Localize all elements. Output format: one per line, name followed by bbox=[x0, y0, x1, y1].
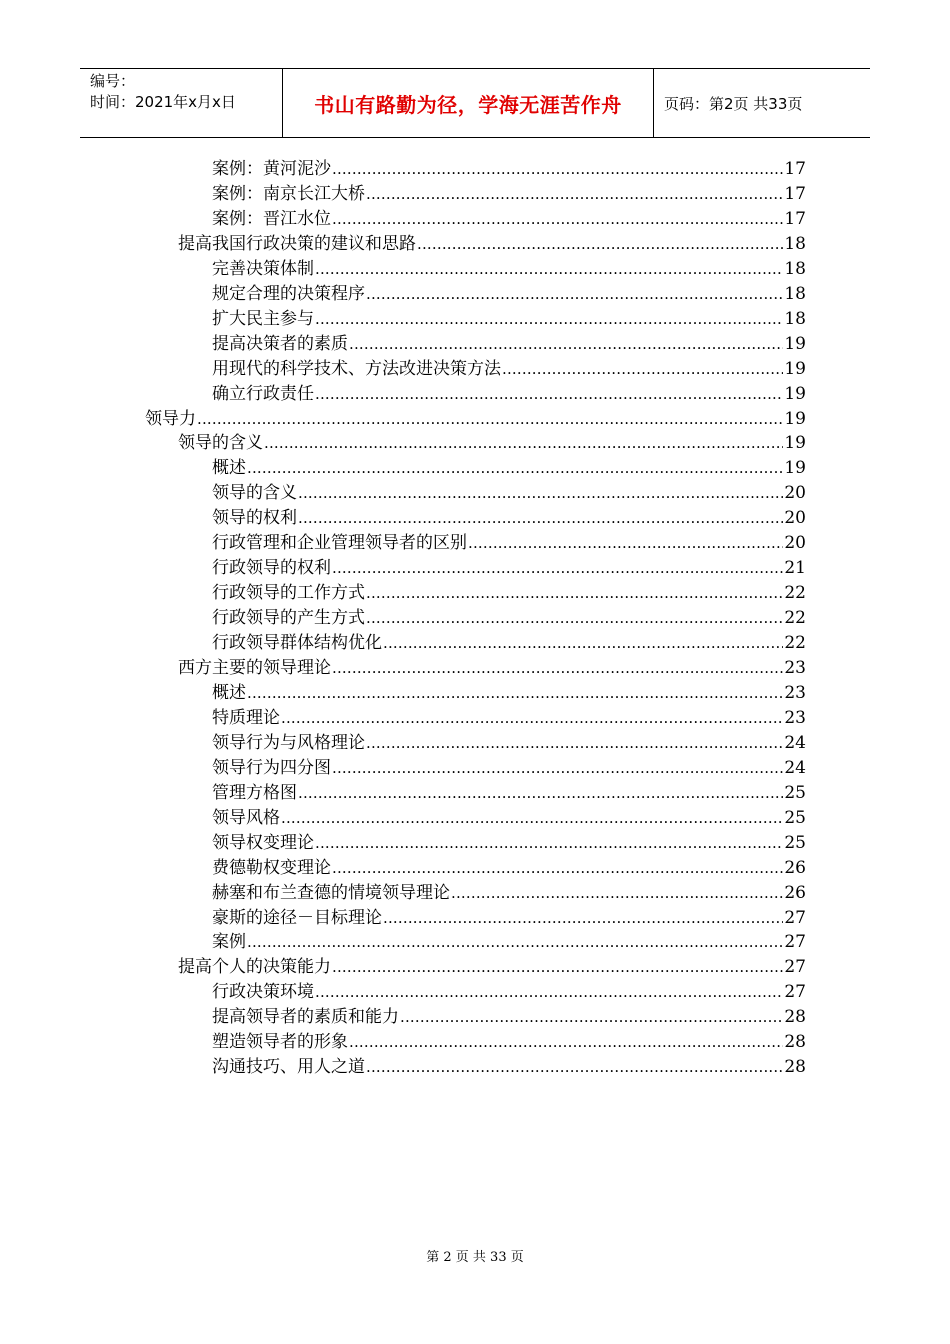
toc-dot-leader bbox=[332, 157, 783, 182]
toc-dot-leader bbox=[383, 906, 783, 931]
toc-entry-page: 18 bbox=[784, 233, 806, 254]
toc-dot-leader bbox=[468, 531, 783, 556]
toc-dot-leader bbox=[366, 182, 783, 207]
toc-dot-leader bbox=[315, 831, 783, 856]
toc-entry-title: 概述 bbox=[212, 458, 246, 479]
toc-entry-page: 26 bbox=[784, 857, 806, 878]
toc-entry-page: 28 bbox=[784, 1057, 806, 1078]
toc-dot-leader bbox=[366, 581, 783, 606]
toc-entry[interactable] bbox=[178, 656, 806, 681]
toc-entry-page: 27 bbox=[784, 932, 806, 953]
toc-entry[interactable] bbox=[212, 1030, 806, 1055]
toc-dot-leader bbox=[400, 1005, 783, 1030]
toc-entry-title: 概述 bbox=[212, 682, 246, 703]
toc-entry[interactable] bbox=[212, 1055, 806, 1080]
toc-entry-page: 20 bbox=[784, 533, 806, 554]
header-page-info-cell bbox=[654, 69, 870, 137]
footer-page-number: 第 2 页 共 33 页 bbox=[426, 1250, 524, 1265]
toc-entry-title: 领导行为与风格理论 bbox=[212, 732, 365, 753]
toc-entry-title: 赫塞和布兰查德的情境领导理论 bbox=[212, 882, 450, 903]
toc-entry-page: 17 bbox=[784, 208, 806, 229]
toc-entry-page: 25 bbox=[784, 807, 806, 828]
toc-entry-title: 完善决策体制 bbox=[212, 258, 314, 279]
toc-entry-title: 领导力 bbox=[145, 408, 196, 429]
toc-entry[interactable] bbox=[212, 157, 806, 182]
toc-entry-title: 案例：南京长江大桥 bbox=[212, 183, 365, 204]
toc-dot-leader bbox=[417, 232, 783, 257]
toc-dot-leader bbox=[298, 506, 783, 531]
toc-dot-leader bbox=[366, 606, 783, 631]
toc-entry-page: 22 bbox=[784, 583, 806, 604]
toc-dot-leader bbox=[315, 257, 783, 282]
toc-entry-title: 行政管理和企业管理领导者的区别 bbox=[212, 533, 467, 554]
toc-entry[interactable] bbox=[212, 906, 806, 931]
toc-entry-title: 费德勒权变理论 bbox=[212, 857, 331, 878]
toc-entry-title: 沟通技巧、用人之道 bbox=[212, 1057, 365, 1078]
toc-entry-title: 行政决策环境 bbox=[212, 982, 314, 1003]
toc-entry-title: 塑造领导者的形象 bbox=[212, 1032, 348, 1053]
toc-entry[interactable] bbox=[212, 681, 806, 706]
toc-entry-title: 领导的含义 bbox=[212, 483, 297, 504]
toc-dot-leader bbox=[315, 980, 783, 1005]
toc-dot-leader bbox=[264, 431, 783, 456]
toc-dot-leader bbox=[366, 1055, 783, 1080]
toc-entry-title: 特质理论 bbox=[212, 707, 280, 728]
toc-dot-leader bbox=[247, 930, 783, 955]
header-motto-cell bbox=[282, 69, 654, 137]
toc-entry-page: 26 bbox=[784, 882, 806, 903]
toc-dot-leader bbox=[315, 307, 783, 332]
toc-entry-page: 22 bbox=[784, 608, 806, 629]
toc-dot-leader bbox=[247, 681, 783, 706]
toc-dot-leader bbox=[197, 407, 783, 432]
toc-entry[interactable] bbox=[212, 781, 806, 806]
toc-entry[interactable] bbox=[212, 581, 806, 606]
toc-dot-leader bbox=[332, 856, 783, 881]
toc-entry[interactable] bbox=[178, 955, 806, 980]
toc-entry-title: 规定合理的决策程序 bbox=[212, 283, 365, 304]
toc-entry[interactable] bbox=[212, 631, 806, 656]
toc-dot-leader bbox=[451, 881, 783, 906]
toc-entry[interactable] bbox=[212, 731, 806, 756]
toc-entry[interactable] bbox=[212, 806, 806, 831]
toc-entry[interactable] bbox=[212, 332, 806, 357]
header-page-info: 页码：第2页 共33页 bbox=[664, 94, 803, 113]
toc-entry-title: 提高我国行政决策的建议和思路 bbox=[178, 233, 416, 254]
toc-entry-title: 领导的含义 bbox=[178, 433, 263, 454]
toc-dot-leader bbox=[332, 556, 783, 581]
toc-entry-title: 行政领导的工作方式 bbox=[212, 583, 365, 604]
toc-entry[interactable] bbox=[212, 831, 806, 856]
toc-entry[interactable] bbox=[212, 1005, 806, 1030]
toc-entry-page: 18 bbox=[784, 258, 806, 279]
toc-entry-title: 提高个人的决策能力 bbox=[178, 957, 331, 978]
toc-entry-page: 25 bbox=[784, 782, 806, 803]
toc-entry[interactable] bbox=[212, 980, 806, 1005]
toc-entry[interactable] bbox=[212, 756, 806, 781]
toc-entry-title: 领导权变理论 bbox=[212, 832, 314, 853]
toc-entry[interactable] bbox=[212, 881, 806, 906]
toc-dot-leader bbox=[383, 631, 783, 656]
toc-entry-page: 20 bbox=[784, 483, 806, 504]
toc-entry-page: 23 bbox=[784, 707, 806, 728]
toc-entry-title: 领导的权利 bbox=[212, 508, 297, 529]
toc-dot-leader bbox=[281, 806, 783, 831]
toc-dot-leader bbox=[298, 481, 783, 506]
toc-entry-page: 28 bbox=[784, 1007, 806, 1028]
toc-entry-page: 19 bbox=[784, 408, 806, 429]
toc-entry-title: 行政领导的权利 bbox=[212, 558, 331, 579]
toc-entry-title: 提高决策者的素质 bbox=[212, 333, 348, 354]
toc-entry-title: 扩大民主参与 bbox=[212, 308, 314, 329]
toc-entry-page: 25 bbox=[784, 832, 806, 853]
toc-entry-title: 西方主要的领导理论 bbox=[178, 658, 331, 678]
toc-entry-page: 19 bbox=[784, 433, 806, 454]
toc-entry[interactable] bbox=[212, 357, 806, 382]
toc-entry-page: 23 bbox=[784, 682, 806, 703]
toc-entry-title: 行政领导群体结构优化 bbox=[212, 633, 382, 654]
toc-entry-page: 28 bbox=[784, 1032, 806, 1053]
toc-entry-title: 案例 bbox=[212, 932, 246, 953]
page-header bbox=[80, 68, 870, 138]
toc-dot-leader bbox=[366, 731, 783, 756]
toc-entry-title: 确立行政责任 bbox=[212, 383, 314, 404]
toc-entry-page: 27 bbox=[784, 907, 806, 928]
toc-entry[interactable] bbox=[212, 282, 806, 307]
toc-entry-page: 18 bbox=[784, 283, 806, 304]
toc-entry[interactable] bbox=[212, 307, 806, 332]
toc-entry-page: 27 bbox=[784, 957, 806, 978]
toc-entry-page: 20 bbox=[784, 508, 806, 529]
toc-entry[interactable] bbox=[212, 382, 806, 407]
toc-entry[interactable] bbox=[212, 182, 806, 207]
toc-entry-page: 18 bbox=[784, 308, 806, 329]
toc-dot-leader bbox=[247, 456, 783, 481]
toc-entry[interactable] bbox=[212, 556, 806, 581]
toc-entry-page: 19 bbox=[784, 383, 806, 404]
toc-entry-page: 19 bbox=[784, 333, 806, 354]
toc-entry-page: 17 bbox=[784, 159, 806, 179]
header-meta bbox=[80, 69, 282, 137]
toc-entry[interactable] bbox=[212, 456, 806, 481]
toc-entry-page: 23 bbox=[784, 658, 806, 678]
toc-entry-title: 行政领导的产生方式 bbox=[212, 608, 365, 629]
toc-entry-title: 案例：黄河泥沙 bbox=[212, 159, 331, 179]
toc-entry[interactable] bbox=[145, 407, 806, 432]
toc-dot-leader bbox=[281, 706, 783, 731]
toc-dot-leader bbox=[332, 656, 783, 681]
toc-entry-page: 19 bbox=[784, 358, 806, 379]
toc-dot-leader bbox=[298, 781, 783, 806]
toc-entry[interactable] bbox=[178, 232, 806, 257]
toc-dot-leader bbox=[332, 207, 783, 232]
toc-entry-title: 领导行为四分图 bbox=[212, 757, 331, 778]
toc-entry[interactable] bbox=[212, 706, 806, 731]
toc-entry-title: 豪斯的途径－目标理论 bbox=[212, 907, 382, 928]
toc-entry-page: 19 bbox=[784, 458, 806, 479]
toc-entry-title: 管理方格图 bbox=[212, 782, 297, 803]
toc-entry[interactable] bbox=[178, 431, 806, 456]
page-footer bbox=[0, 1246, 950, 1265]
toc-entry-page: 24 bbox=[784, 732, 806, 753]
toc-entry-title: 案例：晋江水位 bbox=[212, 208, 331, 229]
toc-dot-leader bbox=[315, 382, 783, 407]
toc-entry-page: 27 bbox=[784, 982, 806, 1003]
doc-time-label: 时间：2021年x月x日 bbox=[90, 93, 236, 111]
toc-entry-page: 17 bbox=[784, 183, 806, 204]
toc-dot-leader bbox=[332, 955, 783, 980]
header-motto: 书山有路勤为径，学海无涯苦作舟 bbox=[314, 92, 622, 117]
toc-dot-leader bbox=[349, 332, 783, 357]
toc-entry[interactable] bbox=[212, 481, 806, 506]
toc-entry-page: 21 bbox=[784, 558, 806, 579]
toc-entry[interactable] bbox=[212, 207, 806, 232]
toc-dot-leader bbox=[366, 282, 783, 307]
toc-entry-title: 领导风格 bbox=[212, 807, 280, 828]
toc-entry-page: 24 bbox=[784, 757, 806, 778]
doc-number-label: 编号： bbox=[90, 72, 136, 90]
toc-entry[interactable] bbox=[212, 930, 806, 955]
toc-dot-leader bbox=[332, 756, 783, 781]
toc-dot-leader bbox=[502, 357, 783, 382]
toc-entry[interactable] bbox=[212, 531, 806, 556]
toc-entry[interactable] bbox=[212, 257, 806, 282]
toc-entry-title: 提高领导者的素质和能力 bbox=[212, 1007, 399, 1028]
toc-entry[interactable] bbox=[212, 606, 806, 631]
toc-entry[interactable] bbox=[212, 506, 806, 531]
toc-entry[interactable] bbox=[212, 856, 806, 881]
toc-entry-page: 22 bbox=[784, 633, 806, 654]
toc-entry-title: 用现代的科学技术、方法改进决策方法 bbox=[212, 358, 501, 379]
toc-dot-leader bbox=[349, 1030, 783, 1055]
